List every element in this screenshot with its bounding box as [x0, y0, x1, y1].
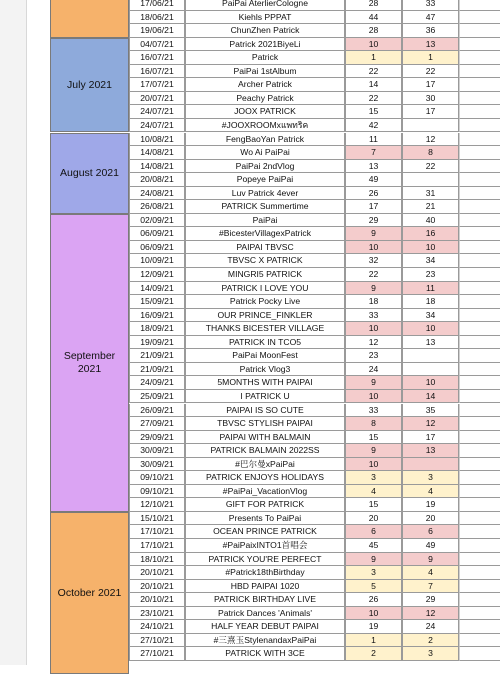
title-cell[interactable]: HALF YEAR DEBUT PAIPAI: [185, 620, 345, 634]
value-a-cell[interactable]: 2: [345, 647, 402, 661]
value-b-cell[interactable]: 8: [402, 146, 459, 160]
empty-cell[interactable]: [459, 336, 500, 350]
empty-cell[interactable]: [459, 512, 500, 526]
empty-cell[interactable]: [459, 200, 500, 214]
date-cell[interactable]: 17/10/21: [129, 525, 185, 539]
title-cell[interactable]: PaiPai 2ndVlog: [185, 160, 345, 174]
title-cell[interactable]: PATRICK BIRTHDAY LIVE: [185, 593, 345, 607]
value-b-cell[interactable]: 24: [402, 620, 459, 634]
value-a-cell[interactable]: 4: [345, 485, 402, 499]
value-b-cell[interactable]: [402, 349, 459, 363]
value-b-cell[interactable]: 7: [402, 580, 459, 594]
title-cell[interactable]: THANKS BICESTER VILLAGE: [185, 322, 345, 336]
empty-cell[interactable]: [459, 566, 500, 580]
title-cell[interactable]: Wo Ai PaiPai: [185, 146, 345, 160]
empty-cell[interactable]: [459, 309, 500, 323]
month-group-june[interactable]: [50, 0, 129, 38]
empty-cell[interactable]: [459, 376, 500, 390]
value-a-cell[interactable]: 10: [345, 322, 402, 336]
date-cell[interactable]: 20/10/21: [129, 566, 185, 580]
value-b-cell[interactable]: 49: [402, 539, 459, 553]
date-cell[interactable]: 23/10/21: [129, 607, 185, 621]
title-cell[interactable]: Patrick Pocky Live: [185, 295, 345, 309]
value-a-cell[interactable]: 18: [345, 295, 402, 309]
month-group-october[interactable]: October 2021: [50, 512, 129, 674]
title-cell[interactable]: #Patrick18thBirthday: [185, 566, 345, 580]
date-cell[interactable]: 20/10/21: [129, 593, 185, 607]
date-cell[interactable]: 06/09/21: [129, 227, 185, 241]
title-cell[interactable]: Presents To PaiPai: [185, 512, 345, 526]
title-cell[interactable]: #PaiPai_VacationVlog: [185, 485, 345, 499]
value-a-cell[interactable]: 28: [345, 24, 402, 38]
title-cell[interactable]: #巴尔曼xPaiPai: [185, 458, 345, 472]
title-cell[interactable]: Luv Patrick 4ever: [185, 187, 345, 201]
empty-cell[interactable]: [459, 417, 500, 431]
title-cell[interactable]: PaiPai MoonFest: [185, 349, 345, 363]
empty-cell[interactable]: [459, 593, 500, 607]
empty-cell[interactable]: [459, 241, 500, 255]
empty-cell[interactable]: [459, 349, 500, 363]
empty-cell[interactable]: [459, 65, 500, 79]
value-a-cell[interactable]: 1: [345, 51, 402, 65]
value-a-cell[interactable]: 17: [345, 200, 402, 214]
empty-cell[interactable]: [459, 404, 500, 418]
value-b-cell[interactable]: 35: [402, 404, 459, 418]
value-b-cell[interactable]: 2: [402, 634, 459, 648]
value-a-cell[interactable]: 9: [345, 376, 402, 390]
value-b-cell[interactable]: 4: [402, 485, 459, 499]
value-b-cell[interactable]: 19: [402, 498, 459, 512]
title-cell[interactable]: PATRICK WITH 3CE: [185, 647, 345, 661]
value-a-cell[interactable]: 15: [345, 431, 402, 445]
date-cell[interactable]: 16/09/21: [129, 309, 185, 323]
empty-cell[interactable]: [459, 485, 500, 499]
title-cell[interactable]: PAIPAI TBVSC: [185, 241, 345, 255]
blank-column: [27, 0, 50, 665]
date-cell[interactable]: 18/06/21: [129, 11, 185, 25]
value-b-cell[interactable]: [402, 458, 459, 472]
value-b-cell[interactable]: [402, 173, 459, 187]
title-cell[interactable]: PAIPAI WITH BALMAIN: [185, 431, 345, 445]
title-cell[interactable]: Popeye PaiPai: [185, 173, 345, 187]
empty-cell[interactable]: [459, 553, 500, 567]
value-b-cell[interactable]: 22: [402, 65, 459, 79]
title-cell[interactable]: MINGRI5 PATRICK: [185, 268, 345, 282]
value-a-cell[interactable]: 32: [345, 254, 402, 268]
value-b-cell[interactable]: 20: [402, 512, 459, 526]
value-a-cell[interactable]: 49: [345, 173, 402, 187]
date-cell[interactable]: 10/09/21: [129, 254, 185, 268]
empty-cell[interactable]: [459, 363, 500, 377]
value-b-cell[interactable]: 33: [402, 0, 459, 11]
empty-cell[interactable]: [459, 51, 500, 65]
value-b-cell[interactable]: 12: [402, 607, 459, 621]
empty-cell[interactable]: [459, 78, 500, 92]
empty-cell[interactable]: [459, 227, 500, 241]
date-cell[interactable]: 15/09/21: [129, 295, 185, 309]
date-cell[interactable]: 27/10/21: [129, 634, 185, 648]
value-a-cell[interactable]: 33: [345, 404, 402, 418]
title-cell[interactable]: OUR PRINCE_FINKLER: [185, 309, 345, 323]
value-b-cell[interactable]: 10: [402, 376, 459, 390]
value-b-cell[interactable]: 34: [402, 309, 459, 323]
empty-cell[interactable]: [459, 322, 500, 336]
value-a-cell[interactable]: 3: [345, 566, 402, 580]
title-cell[interactable]: PATRICK IN TCO5: [185, 336, 345, 350]
empty-cell[interactable]: [459, 160, 500, 174]
empty-cell[interactable]: [459, 444, 500, 458]
value-b-cell[interactable]: 10: [402, 241, 459, 255]
date-cell[interactable]: 14/09/21: [129, 282, 185, 296]
empty-cell[interactable]: [459, 620, 500, 634]
empty-cell[interactable]: [459, 607, 500, 621]
empty-cell[interactable]: [459, 634, 500, 648]
value-b-cell[interactable]: 22: [402, 160, 459, 174]
title-cell[interactable]: PaiPai 1stAlbum: [185, 65, 345, 79]
title-cell[interactable]: PATRICK BALMAIN 2022SS: [185, 444, 345, 458]
value-a-cell[interactable]: 9: [345, 553, 402, 567]
empty-cell[interactable]: [459, 498, 500, 512]
value-a-cell[interactable]: 29: [345, 214, 402, 228]
value-b-cell[interactable]: 30: [402, 92, 459, 106]
value-a-cell[interactable]: 15: [345, 498, 402, 512]
date-cell[interactable]: 26/08/21: [129, 200, 185, 214]
title-cell[interactable]: PaiPai: [185, 214, 345, 228]
title-cell[interactable]: PATRICK ENJOYS HOLIDAYS: [185, 471, 345, 485]
title-cell[interactable]: Archer Patrick: [185, 78, 345, 92]
title-cell[interactable]: PATRICK I LOVE YOU: [185, 282, 345, 296]
date-cell[interactable]: 24/07/21: [129, 119, 185, 133]
value-a-cell[interactable]: 9: [345, 227, 402, 241]
empty-cell[interactable]: [459, 268, 500, 282]
empty-cell[interactable]: [459, 38, 500, 52]
value-a-cell[interactable]: 13: [345, 160, 402, 174]
value-a-cell[interactable]: 6: [345, 525, 402, 539]
value-b-cell[interactable]: 4: [402, 566, 459, 580]
title-cell[interactable]: #三熹玉StylenandaxPaiPai: [185, 634, 345, 648]
value-a-cell[interactable]: 11: [345, 133, 402, 147]
date-cell[interactable]: 24/07/21: [129, 105, 185, 119]
date-cell[interactable]: 18/09/21: [129, 322, 185, 336]
value-a-cell[interactable]: 10: [345, 390, 402, 404]
value-a-cell[interactable]: 19: [345, 620, 402, 634]
value-b-cell[interactable]: 11: [402, 282, 459, 296]
value-b-cell[interactable]: 3: [402, 471, 459, 485]
value-b-cell[interactable]: 17: [402, 78, 459, 92]
date-cell[interactable]: 10/08/21: [129, 133, 185, 147]
date-cell[interactable]: 27/10/21: [129, 647, 185, 661]
value-b-cell[interactable]: [402, 363, 459, 377]
empty-cell[interactable]: [459, 187, 500, 201]
value-b-cell[interactable]: 29: [402, 593, 459, 607]
title-cell[interactable]: ChunZhen Patrick: [185, 24, 345, 38]
value-b-cell[interactable]: 17: [402, 105, 459, 119]
value-b-cell[interactable]: 40: [402, 214, 459, 228]
empty-cell[interactable]: [459, 105, 500, 119]
date-cell[interactable]: 04/07/21: [129, 38, 185, 52]
empty-cell[interactable]: [459, 431, 500, 445]
empty-cell[interactable]: [459, 92, 500, 106]
empty-cell[interactable]: [459, 647, 500, 661]
value-b-cell[interactable]: 13: [402, 336, 459, 350]
value-a-cell[interactable]: 45: [345, 539, 402, 553]
date-cell[interactable]: 19/09/21: [129, 336, 185, 350]
date-cell[interactable]: 17/06/21: [129, 0, 185, 11]
value-a-cell[interactable]: 24: [345, 363, 402, 377]
value-a-cell[interactable]: 10: [345, 607, 402, 621]
title-cell[interactable]: 5MONTHS WITH PAIPAI: [185, 376, 345, 390]
empty-cell[interactable]: [459, 146, 500, 160]
value-a-cell[interactable]: 44: [345, 11, 402, 25]
title-cell[interactable]: PaiPai AterlierCologne: [185, 0, 345, 11]
value-b-cell[interactable]: 9: [402, 553, 459, 567]
value-b-cell[interactable]: 1: [402, 51, 459, 65]
title-cell[interactable]: OCEAN PRINCE PATRICK: [185, 525, 345, 539]
empty-cell[interactable]: [459, 119, 500, 133]
value-a-cell[interactable]: 15: [345, 105, 402, 119]
date-cell[interactable]: 27/09/21: [129, 417, 185, 431]
value-b-cell[interactable]: 12: [402, 417, 459, 431]
value-b-cell[interactable]: 31: [402, 187, 459, 201]
value-b-cell[interactable]: [402, 119, 459, 133]
date-cell[interactable]: 30/09/21: [129, 458, 185, 472]
empty-cell[interactable]: [459, 173, 500, 187]
title-cell[interactable]: #PaiPaixINTO1首唱会: [185, 539, 345, 553]
title-cell[interactable]: HBD PAIPAI 1020: [185, 580, 345, 594]
row-number-gutter: [0, 0, 27, 665]
date-cell[interactable]: 16/07/21: [129, 65, 185, 79]
empty-cell[interactable]: [459, 580, 500, 594]
value-a-cell[interactable]: 22: [345, 92, 402, 106]
empty-cell[interactable]: [459, 282, 500, 296]
value-a-cell[interactable]: 28: [345, 0, 402, 11]
date-cell[interactable]: 24/08/21: [129, 187, 185, 201]
value-a-cell[interactable]: 10: [345, 241, 402, 255]
value-b-cell[interactable]: 34: [402, 254, 459, 268]
value-a-cell[interactable]: 26: [345, 187, 402, 201]
date-cell[interactable]: 24/09/21: [129, 376, 185, 390]
date-cell[interactable]: 21/09/21: [129, 363, 185, 377]
title-cell[interactable]: JOOX PATRICK: [185, 105, 345, 119]
empty-cell[interactable]: [459, 11, 500, 25]
value-b-cell[interactable]: 18: [402, 295, 459, 309]
title-cell[interactable]: Patrick 2021BiyeLi: [185, 38, 345, 52]
date-cell[interactable]: 12/09/21: [129, 268, 185, 282]
date-cell[interactable]: 09/10/21: [129, 471, 185, 485]
date-cell[interactable]: 17/07/21: [129, 78, 185, 92]
month-group-september[interactable]: September 2021: [50, 214, 129, 512]
value-b-cell[interactable]: 6: [402, 525, 459, 539]
month-group-july[interactable]: July 2021: [50, 38, 129, 133]
date-cell[interactable]: 19/06/21: [129, 24, 185, 38]
title-cell[interactable]: TBVSC STYLISH PAIPAI: [185, 417, 345, 431]
empty-cell[interactable]: [459, 24, 500, 38]
value-a-cell[interactable]: 20: [345, 512, 402, 526]
empty-cell[interactable]: [459, 295, 500, 309]
empty-cell[interactable]: [459, 525, 500, 539]
value-a-cell[interactable]: 9: [345, 282, 402, 296]
value-a-cell[interactable]: 12: [345, 336, 402, 350]
date-cell[interactable]: 20/07/21: [129, 92, 185, 106]
value-a-cell[interactable]: 1: [345, 634, 402, 648]
empty-cell[interactable]: [459, 214, 500, 228]
value-b-cell[interactable]: 10: [402, 322, 459, 336]
date-cell[interactable]: 02/09/21: [129, 214, 185, 228]
value-a-cell[interactable]: 22: [345, 65, 402, 79]
value-a-cell[interactable]: 3: [345, 471, 402, 485]
title-cell[interactable]: Patrick: [185, 51, 345, 65]
title-cell[interactable]: TBVSC X PATRICK: [185, 254, 345, 268]
value-b-cell[interactable]: 14: [402, 390, 459, 404]
title-cell[interactable]: PAIPAI IS SO CUTE: [185, 404, 345, 418]
date-cell[interactable]: 20/08/21: [129, 173, 185, 187]
date-cell[interactable]: 09/10/21: [129, 485, 185, 499]
value-b-cell[interactable]: 13: [402, 38, 459, 52]
date-cell[interactable]: 15/10/21: [129, 512, 185, 526]
value-a-cell[interactable]: 23: [345, 349, 402, 363]
value-a-cell[interactable]: 22: [345, 268, 402, 282]
date-cell[interactable]: 26/09/21: [129, 404, 185, 418]
date-cell[interactable]: 06/09/21: [129, 241, 185, 255]
value-b-cell[interactable]: 13: [402, 444, 459, 458]
value-a-cell[interactable]: 10: [345, 38, 402, 52]
value-a-cell[interactable]: 8: [345, 417, 402, 431]
date-cell[interactable]: 20/10/21: [129, 580, 185, 594]
date-cell[interactable]: 16/07/21: [129, 51, 185, 65]
value-b-cell[interactable]: 47: [402, 11, 459, 25]
title-cell[interactable]: I PATRICK U: [185, 390, 345, 404]
value-a-cell[interactable]: 42: [345, 119, 402, 133]
value-b-cell[interactable]: 3: [402, 647, 459, 661]
empty-cell[interactable]: [459, 133, 500, 147]
title-cell[interactable]: Peachy Patrick: [185, 92, 345, 106]
value-a-cell[interactable]: 7: [345, 146, 402, 160]
value-a-cell[interactable]: 5: [345, 580, 402, 594]
title-cell[interactable]: PATRICK YOU'RE PERFECT: [185, 553, 345, 567]
empty-cell[interactable]: [459, 390, 500, 404]
title-cell[interactable]: #BicesterVillagexPatrick: [185, 227, 345, 241]
title-cell[interactable]: Patrick Vlog3: [185, 363, 345, 377]
title-cell[interactable]: Patrick Dances 'Animals': [185, 607, 345, 621]
value-a-cell[interactable]: 26: [345, 593, 402, 607]
date-cell[interactable]: 14/08/21: [129, 146, 185, 160]
title-cell[interactable]: #JOOXROOMxแพทริค: [185, 119, 345, 133]
empty-cell[interactable]: [459, 458, 500, 472]
value-b-cell[interactable]: 36: [402, 24, 459, 38]
date-cell[interactable]: 29/09/21: [129, 431, 185, 445]
empty-cell[interactable]: [459, 254, 500, 268]
date-cell[interactable]: 25/09/21: [129, 390, 185, 404]
title-cell[interactable]: GIFT FOR PATRICK: [185, 498, 345, 512]
value-b-cell[interactable]: 23: [402, 268, 459, 282]
date-cell[interactable]: 14/08/21: [129, 160, 185, 174]
date-cell[interactable]: 17/10/21: [129, 539, 185, 553]
value-b-cell[interactable]: 17: [402, 431, 459, 445]
date-cell[interactable]: 18/10/21: [129, 553, 185, 567]
empty-cell[interactable]: [459, 0, 500, 11]
empty-cell[interactable]: [459, 471, 500, 485]
title-cell[interactable]: FengBaoYan Patrick: [185, 133, 345, 147]
value-b-cell[interactable]: 16: [402, 227, 459, 241]
value-a-cell[interactable]: 33: [345, 309, 402, 323]
value-a-cell[interactable]: 9: [345, 444, 402, 458]
value-a-cell[interactable]: 14: [345, 78, 402, 92]
empty-cell[interactable]: [459, 539, 500, 553]
month-group-august[interactable]: August 2021: [50, 133, 129, 214]
date-cell[interactable]: 12/10/21: [129, 498, 185, 512]
value-a-cell[interactable]: 10: [345, 458, 402, 472]
date-cell[interactable]: 24/10/21: [129, 620, 185, 634]
title-cell[interactable]: PATRICK Summertime: [185, 200, 345, 214]
value-b-cell[interactable]: 21: [402, 200, 459, 214]
date-cell[interactable]: 21/09/21: [129, 349, 185, 363]
value-b-cell[interactable]: 12: [402, 133, 459, 147]
title-cell[interactable]: Kiehls PPPAT: [185, 11, 345, 25]
date-cell[interactable]: 30/09/21: [129, 444, 185, 458]
